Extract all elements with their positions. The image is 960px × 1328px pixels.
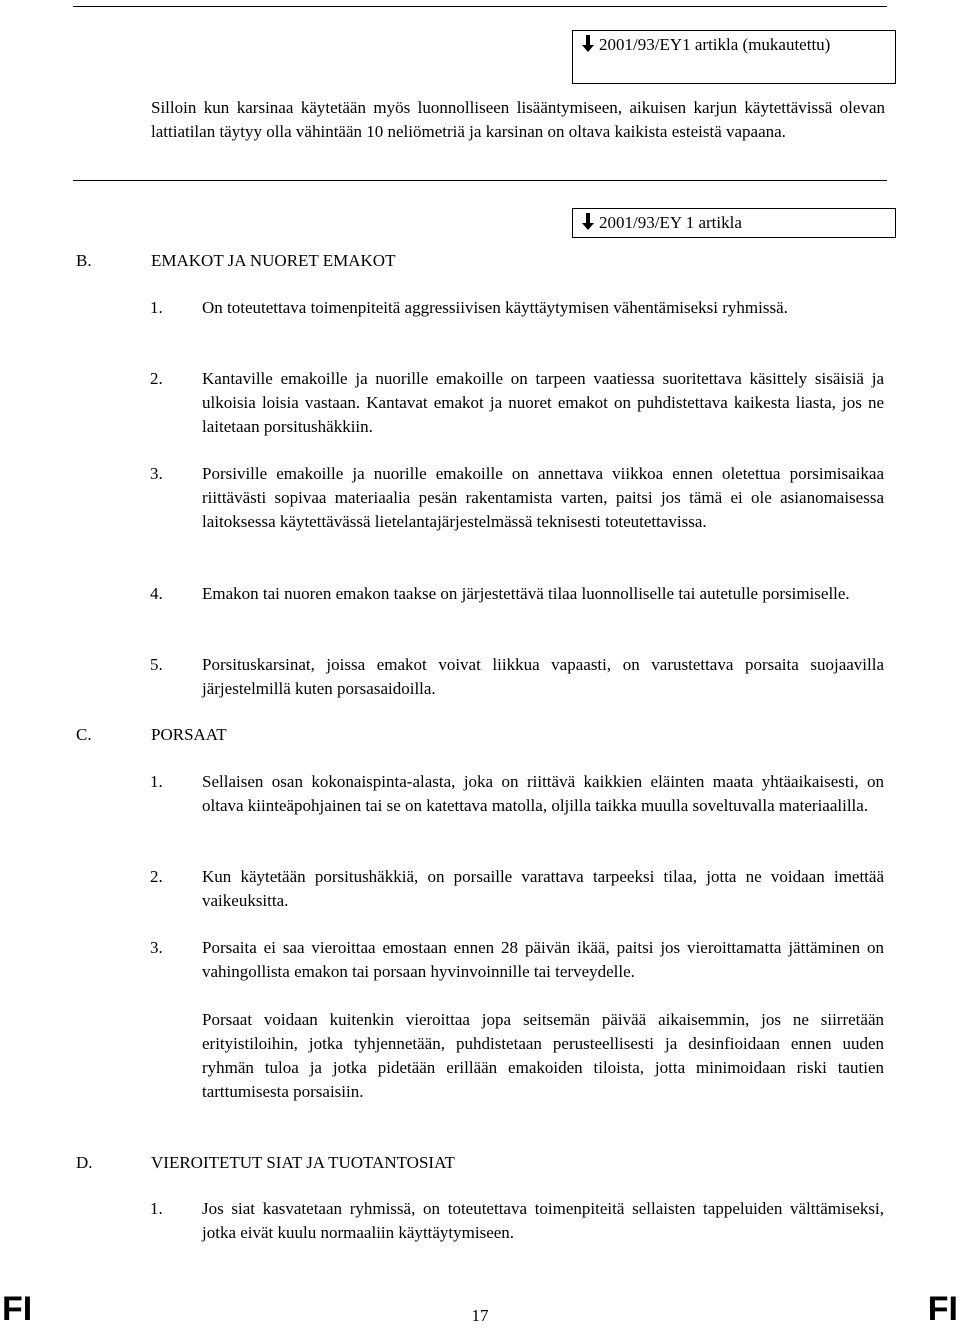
list-item [150,367,884,439]
item-text: Jos siat kasvatetaan ryhmissä, on toteutettava toimenpiteitä sellaisten tappeluiden välttämiseksi, jotka eivät kuulu normaaliin käyttäytymiseen. [202,1199,884,1242]
item-number: 1. [150,1199,163,1218]
item-paragraph: Porsaita ei saa vieroittaa emostaan ennen 28 päivän ikää, paitsi jos vieroittamatta jättäminen on vahingollista emakon tai porsaan hyvinvoinnille tai terveydelle. [202,938,884,981]
list-item [150,296,884,320]
item-text [202,936,884,1104]
section-letter: B. [76,251,92,270]
section-divider [73,180,887,181]
item-number: 1. [150,298,163,317]
reference-text: 2001/93/EY1 artikla (mukautettu) [599,35,831,54]
item-number: 1. [150,772,163,791]
item-number: 2. [150,867,163,886]
reference-box [572,208,896,238]
reference-box [572,30,896,84]
item-text: Emakon tai nuoren emakon taakse on järjestettävä tilaa luonnolliselle tai autetulle porsimiselle. [202,584,850,603]
list-item [150,936,884,1104]
item-number: 5. [150,655,163,674]
section-letter: D. [76,1153,93,1172]
section-title: EMAKOT JA NUORET EMAKOT [151,251,396,270]
item-text: Kun käytetään porsitushäkkiä, on porsaille varattava tarpeeksi tilaa, jotta ne voidaan imettää vaikeuksitta. [202,867,884,910]
top-rule [73,6,887,7]
item-number: 4. [150,584,163,603]
reference-text: 2001/93/EY 1 artikla [599,213,742,232]
footer-language-right: FI [927,1290,958,1328]
item-number: 2. [150,369,163,388]
section-letter: C. [76,725,92,744]
item-paragraph: Porsaat voidaan kuitenkin vieroittaa jopa seitsemän päivää aikaisemmin, jos ne siirretään erityistiloihin, jotka tyhjennetään, puhdistetaan perusteellisesti ja desinfioidaan ennen uuden ryhmän tuloa ja jotka pidetään erillään emakoiden tiloista, jotta minimoidaan riski tautien tarttumisesta porsaisiin. [202,1010,884,1101]
intro-paragraph: Silloin kun karsinaa käytetään myös luonnolliseen lisääntymiseen, aikuisen karjun käytettävissä olevan lattiatilan täytyy olla vähintään 10 neliömetriä ja karsinan on oltava kaikista esteistä vapaana. [151,98,885,141]
list-item [150,462,884,534]
item-text: Sellaisen osan kokonaispinta-alasta, joka on riittävä kaikkien eläinten maata yhtäaikaisesti, on oltava kiinteäpohjainen tai se on katettava matolla, oljilla taikka muulla soveltuvalla materiaalilla. [202,772,884,815]
list-item [150,865,884,913]
section-title: PORSAAT [151,725,227,744]
item-text: Kantaville emakoille ja nuorille emakoille on tarpeen vaatiessa suoritettava käsittely sisäisiä ja ulkoisia loisia vastaan. Kantavat emakot ja nuoret emakot on puhdistettava kaikesta liasta, jos ne laitetaan porsitushäkkiin. [202,369,884,436]
item-number: 3. [150,464,163,483]
down-arrow-icon [581,213,595,231]
list-item [150,1197,884,1245]
list-item [150,653,884,701]
page-number: 17 [471,1306,489,1325]
section-title: VIEROITETUT SIAT JA TUOTANTOSIAT [151,1153,455,1172]
item-text: Porsituskarsinat, joissa emakot voivat liikkua vapaasti, on varustettava porsaita suojaavilla järjestelmillä kuten porsasaidoilla. [202,655,884,698]
footer-language-left: FI [2,1290,33,1328]
list-item [150,582,884,606]
item-number: 3. [150,938,163,957]
down-arrow-icon [581,35,595,53]
list-item [150,770,884,818]
item-text: On toteutettava toimenpiteitä aggressiivisen käyttäytymisen vähentämiseksi ryhmissä. [202,298,788,317]
item-text: Porsiville emakoille ja nuorille emakoille on annettava viikkoa ennen oletettua porsimisaikaa riittävästi sopivaa materiaalia pesän rakentamista varten, paitsi jos tämä ei ole asianomaisessa laitoksessa käytettävässä lietelantajärjestelmässä teknisesti toteutettavissa. [202,464,884,531]
